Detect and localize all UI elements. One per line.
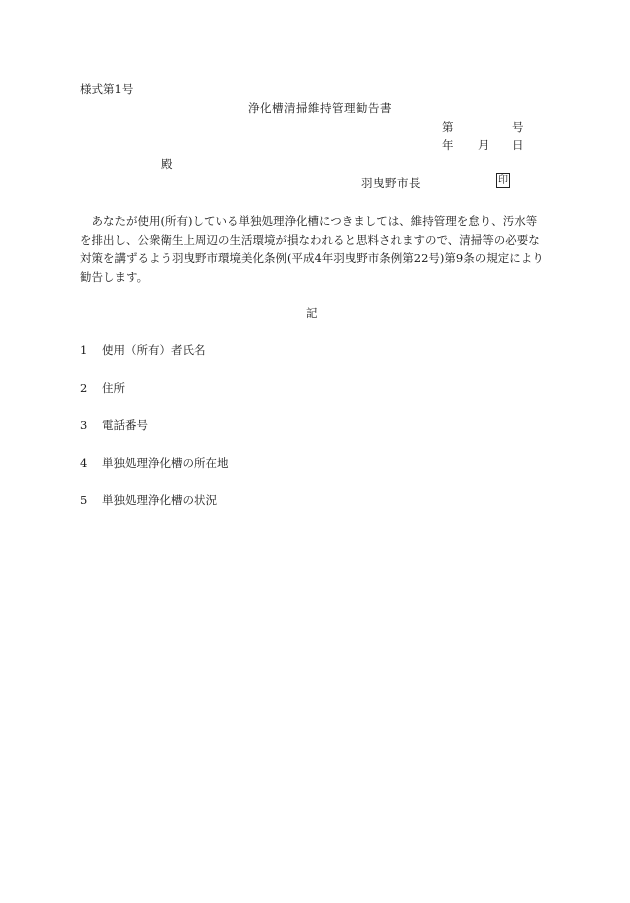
list-item xyxy=(80,381,125,395)
reference-dai-label: 第 xyxy=(442,120,454,134)
item-label: 使用（所有）者氏名 xyxy=(102,343,206,357)
item-label: 単独処理浄化槽の所在地 xyxy=(102,456,229,470)
form-number: 様式第1号 xyxy=(80,82,134,96)
list-item xyxy=(80,456,229,470)
date-year-label: 年 xyxy=(442,138,454,152)
date-month-label: 月 xyxy=(478,138,490,152)
seal-stamp-box: 印 xyxy=(498,175,508,186)
issuer-name: 羽曳野市長 xyxy=(361,176,421,190)
item-label: 単独処理浄化槽の状況 xyxy=(102,493,217,507)
item-number: 3 xyxy=(80,418,88,432)
addressee-suffix: 殿 xyxy=(161,157,173,171)
date-day-label: 日 xyxy=(512,138,524,152)
list-item xyxy=(80,418,148,432)
list-item xyxy=(80,493,217,507)
body-line: 勧告します。 xyxy=(80,269,149,284)
item-label: 電話番号 xyxy=(102,418,148,432)
item-number: 5 xyxy=(80,493,88,507)
body-paragraph xyxy=(80,212,546,286)
item-number: 1 xyxy=(80,343,88,357)
document-title: 浄化槽清掃維持管理勧告書 xyxy=(248,101,392,115)
body-line: 対策を講ずるよう羽曳野市環境美化条例(平成4年羽曳野市条例第22号)第9条の規定により xyxy=(80,251,544,265)
reference-go-label: 号 xyxy=(512,120,524,134)
item-label: 住所 xyxy=(102,381,125,395)
item-number: 2 xyxy=(80,381,88,395)
list-item xyxy=(80,343,206,357)
body-line: あなたが使用(所有)している単独処理浄化槽につきましては、維持管理を怠り、汚水等 xyxy=(80,214,538,228)
body-line: を排出し、公衆衛生上周辺の生活環境が損なわれると思料されますので、清掃等の必要な xyxy=(80,232,540,247)
item-number: 4 xyxy=(80,456,88,470)
ki-heading: 記 xyxy=(306,306,318,320)
